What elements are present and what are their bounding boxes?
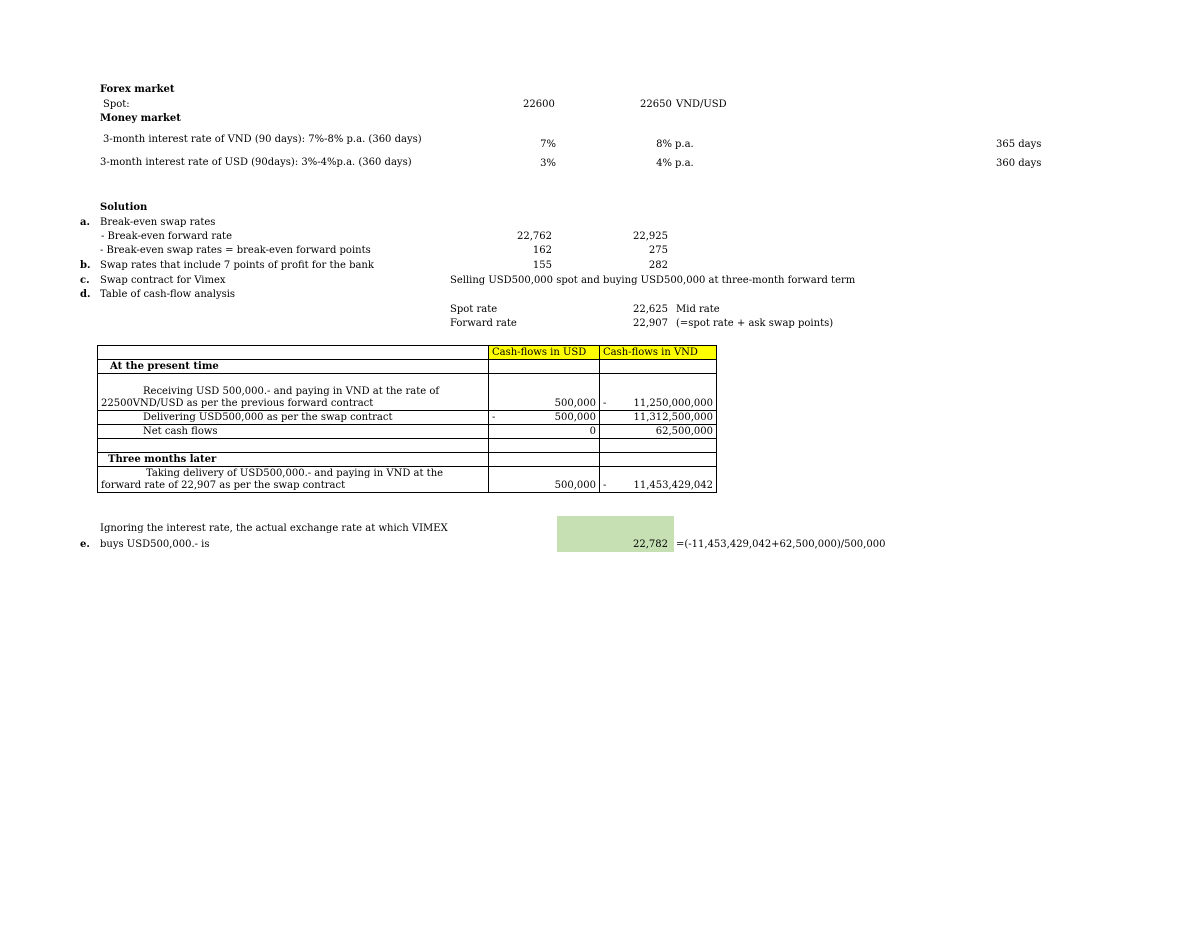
break-even-swap-rates-label: Break-even swap rates [100, 217, 216, 228]
table-row [98, 411, 717, 425]
swap-contract-label: Swap contract for Vimex [100, 275, 226, 286]
row1-line1: Receiving USD 500,000.- and paying in VND at the rate of [143, 386, 440, 397]
row1-usd: 500,000 [489, 374, 600, 411]
break-even-points-ask: 275 [648, 245, 668, 256]
row1-vnd: 11,250,000,000 [633, 398, 713, 409]
row4-vnd: 11,453,429,042 [633, 480, 713, 491]
spot-unit: VND/USD [676, 99, 727, 110]
table-header-blank [98, 346, 489, 360]
vnd-rate-low: 7% [540, 139, 556, 150]
break-even-points-bid: 162 [532, 245, 552, 256]
table-row [98, 467, 717, 493]
actual-rate-line2: buys USD500,000.- is [100, 539, 210, 550]
table-cell [600, 453, 717, 467]
row1-vnd-cell [600, 374, 717, 411]
break-even-forward-ask: 22,925 [633, 231, 668, 242]
row4-usd: 500,000 [489, 467, 600, 493]
col-header-usd: Cash-flows in USD [489, 346, 600, 360]
table-row [98, 360, 717, 374]
row1-vnd-sign: - [603, 398, 607, 409]
vnd-rate-label: 3-month interest rate of VND (90 days): 7%-8% p.a. (360 days) [103, 134, 422, 145]
item-letter-a: a. [80, 217, 90, 228]
forward-rate-value: 22,907 [633, 318, 668, 329]
usd-rate-high: 4% [656, 158, 672, 169]
row1-line2: 22500VND/USD as per the previous forward contract [101, 398, 374, 409]
row1-description [98, 374, 489, 411]
usd-rate-label: 3-month interest rate of USD (90days): 3%-4%p.a. (360 days) [100, 157, 412, 168]
row4-vnd-cell [600, 467, 717, 493]
table-cell [98, 439, 489, 453]
spot-rate-note: Mid rate [676, 304, 720, 315]
spot-label: Spot: [103, 99, 130, 110]
spot-ask: 22650 [640, 99, 672, 110]
break-even-forward-bid: 22,762 [517, 231, 552, 242]
actual-rate-value: 22,782 [633, 539, 668, 550]
row4-description [98, 467, 489, 493]
solution-heading: Solution [100, 202, 148, 213]
row2-vnd: 11,312,500,000 [600, 411, 717, 425]
break-even-points-label: - Break-even swap rates = break-even forward points [100, 245, 371, 256]
net-cash-flows-vnd: 62,500,000 [600, 425, 717, 439]
actual-rate-line1: Ignoring the interest rate, the actual exchange rate at which VIMEX [100, 523, 448, 534]
table-cell [489, 439, 600, 453]
cash-flow-table [97, 345, 717, 493]
row4-vnd-sign: - [603, 480, 607, 491]
spot-bid: 22600 [523, 99, 555, 110]
section-later-label: Three months later [98, 453, 489, 467]
forex-market-heading: Forex market [100, 84, 175, 95]
item-letter-c: c. [80, 275, 90, 286]
usd-rate-unit: p.a. [675, 158, 694, 169]
swap-rates-profit-label: Swap rates that include 7 points of profit for the bank [100, 260, 374, 271]
section-present-label: At the present time [98, 360, 489, 374]
col-header-vnd: Cash-flows in VND [600, 346, 717, 360]
row2-description: Delivering USD500,000 as per the swap contract [98, 411, 489, 425]
table-row [98, 439, 717, 453]
money-market-heading: Money market [100, 113, 181, 124]
break-even-forward-label: - Break-even forward rate [101, 231, 232, 242]
net-cash-flows-usd: 0 [489, 425, 600, 439]
item-letter-e: e. [80, 539, 90, 550]
item-letter-d: d. [80, 289, 91, 300]
row2-usd: 500,000 [554, 412, 596, 423]
row2-usd-sign: - [492, 412, 496, 423]
usd-rate-low: 3% [540, 158, 556, 169]
vnd-days: 365 days [996, 139, 1042, 150]
vnd-rate-unit: p.a. [675, 139, 694, 150]
item-letter-b: b. [80, 260, 91, 271]
row2-usd-cell [489, 411, 600, 425]
table-cell [600, 360, 717, 374]
swap-rates-profit-ask: 282 [648, 260, 668, 271]
cash-flow-table-label: Table of cash-flow analysis [100, 289, 236, 300]
spot-rate-label: Spot rate [450, 304, 498, 315]
net-cash-flows-label: Net cash flows [98, 425, 489, 439]
table-cell [600, 439, 717, 453]
table-cell [489, 360, 600, 374]
forward-rate-label: Forward rate [450, 318, 517, 329]
row4-line2: forward rate of 22,907 as per the swap contract [101, 480, 346, 491]
table-row [98, 425, 717, 439]
table-row [98, 374, 717, 411]
swap-contract-value: Selling USD500,000 spot and buying USD500,000 at three-month forward term [450, 275, 856, 286]
table-cell [489, 453, 600, 467]
table-row [98, 453, 717, 467]
spot-rate-value: 22,625 [633, 304, 668, 315]
table-header-row [98, 346, 717, 360]
swap-rates-profit-bid: 155 [532, 260, 552, 271]
vnd-rate-high: 8% [656, 139, 672, 150]
forward-rate-note: (=spot rate + ask swap points) [676, 318, 834, 329]
usd-days: 360 days [996, 158, 1042, 169]
row4-line1: Taking delivery of USD500,000.- and paying in VND at the [146, 468, 444, 479]
actual-rate-formula: =(-11,453,429,042+62,500,000)/500,000 [676, 539, 886, 550]
